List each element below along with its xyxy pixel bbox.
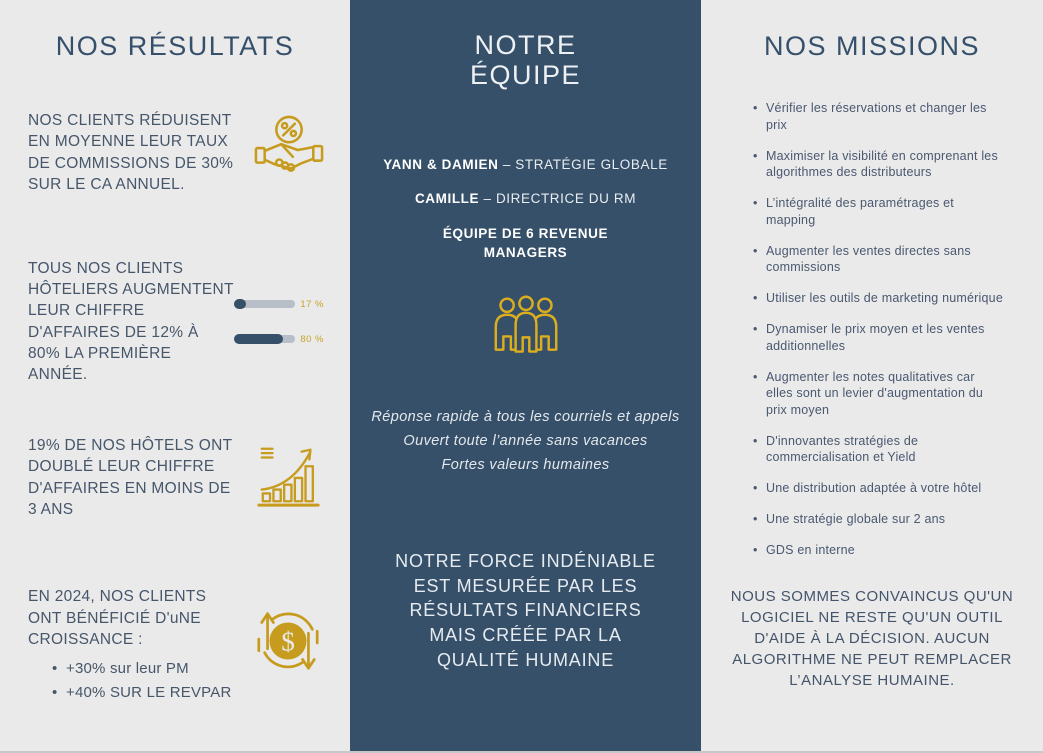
progress-bar-17: [234, 299, 324, 310]
mission-item: • Utiliser les outils de marketing numérique: [753, 290, 1005, 307]
bar-track: [234, 300, 295, 308]
mission-item: • Vérifier les réservations et changer les prix: [753, 100, 1005, 133]
mission-item: • Augmenter les notes qualitatives car elles sont un levier d'augmentation du prix moyen: [753, 369, 1005, 419]
team-value: Fortes valeurs humaines: [441, 456, 610, 473]
team-title-line2: ÉQUIPE: [469, 59, 582, 90]
team-title: [350, 31, 701, 90]
result-text: EN 2024, NOS CLIENTS ONT BÉNÉFICIÉ D'uNE CROISSANCE :: [28, 588, 207, 648]
progress-bar-80: [234, 334, 324, 345]
team-member: [350, 157, 701, 172]
member-name: CAMILLE: [414, 191, 480, 207]
bar-label: 17 %: [300, 298, 324, 310]
member-role: – DIRECTRICE DU RM: [479, 191, 637, 207]
bar-label: 80 %: [300, 333, 324, 345]
missions-statement: NOUS SOMMES CONVAINCUS QU'UN LOGICIEL NE RESTE QU'UN OUTIL D'AIDE À LA DÉCISION. AUCUN ALGORITHME NE PEUT REMPLACER L’ANALYSE HUMAINE.: [730, 587, 1014, 689]
missions-title: NOS MISSIONS: [763, 31, 981, 61]
mission-item: • Dynamiser le prix moyen et les ventes additionnelles: [753, 321, 1005, 354]
growth-bullet: • +30% sur leur PM: [52, 660, 240, 677]
team-value: Ouvert toute l’année sans vacances: [403, 432, 648, 449]
handshake-percent-icon: [254, 114, 324, 191]
team-values: [350, 409, 701, 473]
result-block-doubled-revenue: [0, 435, 350, 521]
bar-track: [234, 335, 295, 343]
team-member: ÉQUIPE DE 6 REVENUE MANAGERS: [442, 226, 609, 260]
result-text: NOS CLIENTS RÉDUISENT EN MOYENNE LEUR TAUX DE COMMISSIONS DE 30% SUR LE CA ANNUEL.: [28, 112, 234, 194]
team-column: [350, 0, 701, 751]
missions-column: [701, 0, 1043, 751]
mission-item: • GDS en interne: [753, 542, 1005, 559]
progress-bars: [234, 299, 324, 345]
growth-bullet: • +40% SUR LE REVPAR: [52, 684, 240, 701]
mission-item: • Une stratégie globale sur 2 ans: [753, 511, 1005, 528]
results-title: NOS RÉSULTATS: [55, 31, 295, 61]
mission-item: • Une distribution adaptée à votre hôtel: [753, 480, 1005, 497]
result-text: 19% DE NOS HÔTELS ONT DOUBLÉ LEUR CHIFFRE D'AFFAIRES EN MOINS DE 3 ANS: [28, 436, 233, 518]
mission-item: • L’intégralité des paramétrages et mapping: [753, 195, 1005, 228]
money-circulation-icon: [252, 602, 324, 685]
results-column: [0, 0, 350, 751]
result-text: TOUS NOS CLIENTS HÔTELIERS AUGMENTENT LEUR CHIFFRE D'AFFAIRES DE 12% À 80% LA PREMIÈRE ANNÉE.: [28, 259, 234, 384]
team-member: [350, 191, 701, 206]
team-members: [350, 157, 701, 261]
bar-fill: [234, 334, 283, 344]
result-text-with-bullets: [28, 586, 240, 701]
mission-item: • Maximiser la visibilité en comprenant les algorithmes des distributeurs: [753, 148, 1005, 181]
svg-text:$: $: [281, 627, 295, 658]
team-title-line1: NOTRE: [474, 30, 577, 60]
team-people-icon: [350, 293, 701, 366]
member-role: – STRATÉGIE GLOBALE: [498, 157, 668, 173]
result-block-revenue-increase: [0, 258, 350, 386]
team-quote: NOTRE FORCE INDÉNIABLE EST MESURÉE PAR LES RÉSULTATS FINANCIERS MAIS CRÉÉE PAR LA QUALITÉ HUMAINE: [395, 550, 656, 671]
mission-item: • D'innovantes stratégies de commercialisation et Yield: [753, 433, 1005, 466]
growth-chart-icon: [254, 439, 324, 516]
growth-bullet-list: [28, 660, 240, 701]
member-name: YANN & DAMIEN: [383, 157, 499, 173]
missions-list: [753, 100, 1005, 559]
mission-item: • Augmenter les ventes directes sans commissions: [753, 243, 1005, 276]
bar-fill: [234, 299, 246, 309]
result-block-commissions: [0, 110, 350, 196]
result-block-growth-2024: [0, 586, 350, 701]
team-value: Réponse rapide à tous les courriels et appels: [371, 408, 680, 425]
